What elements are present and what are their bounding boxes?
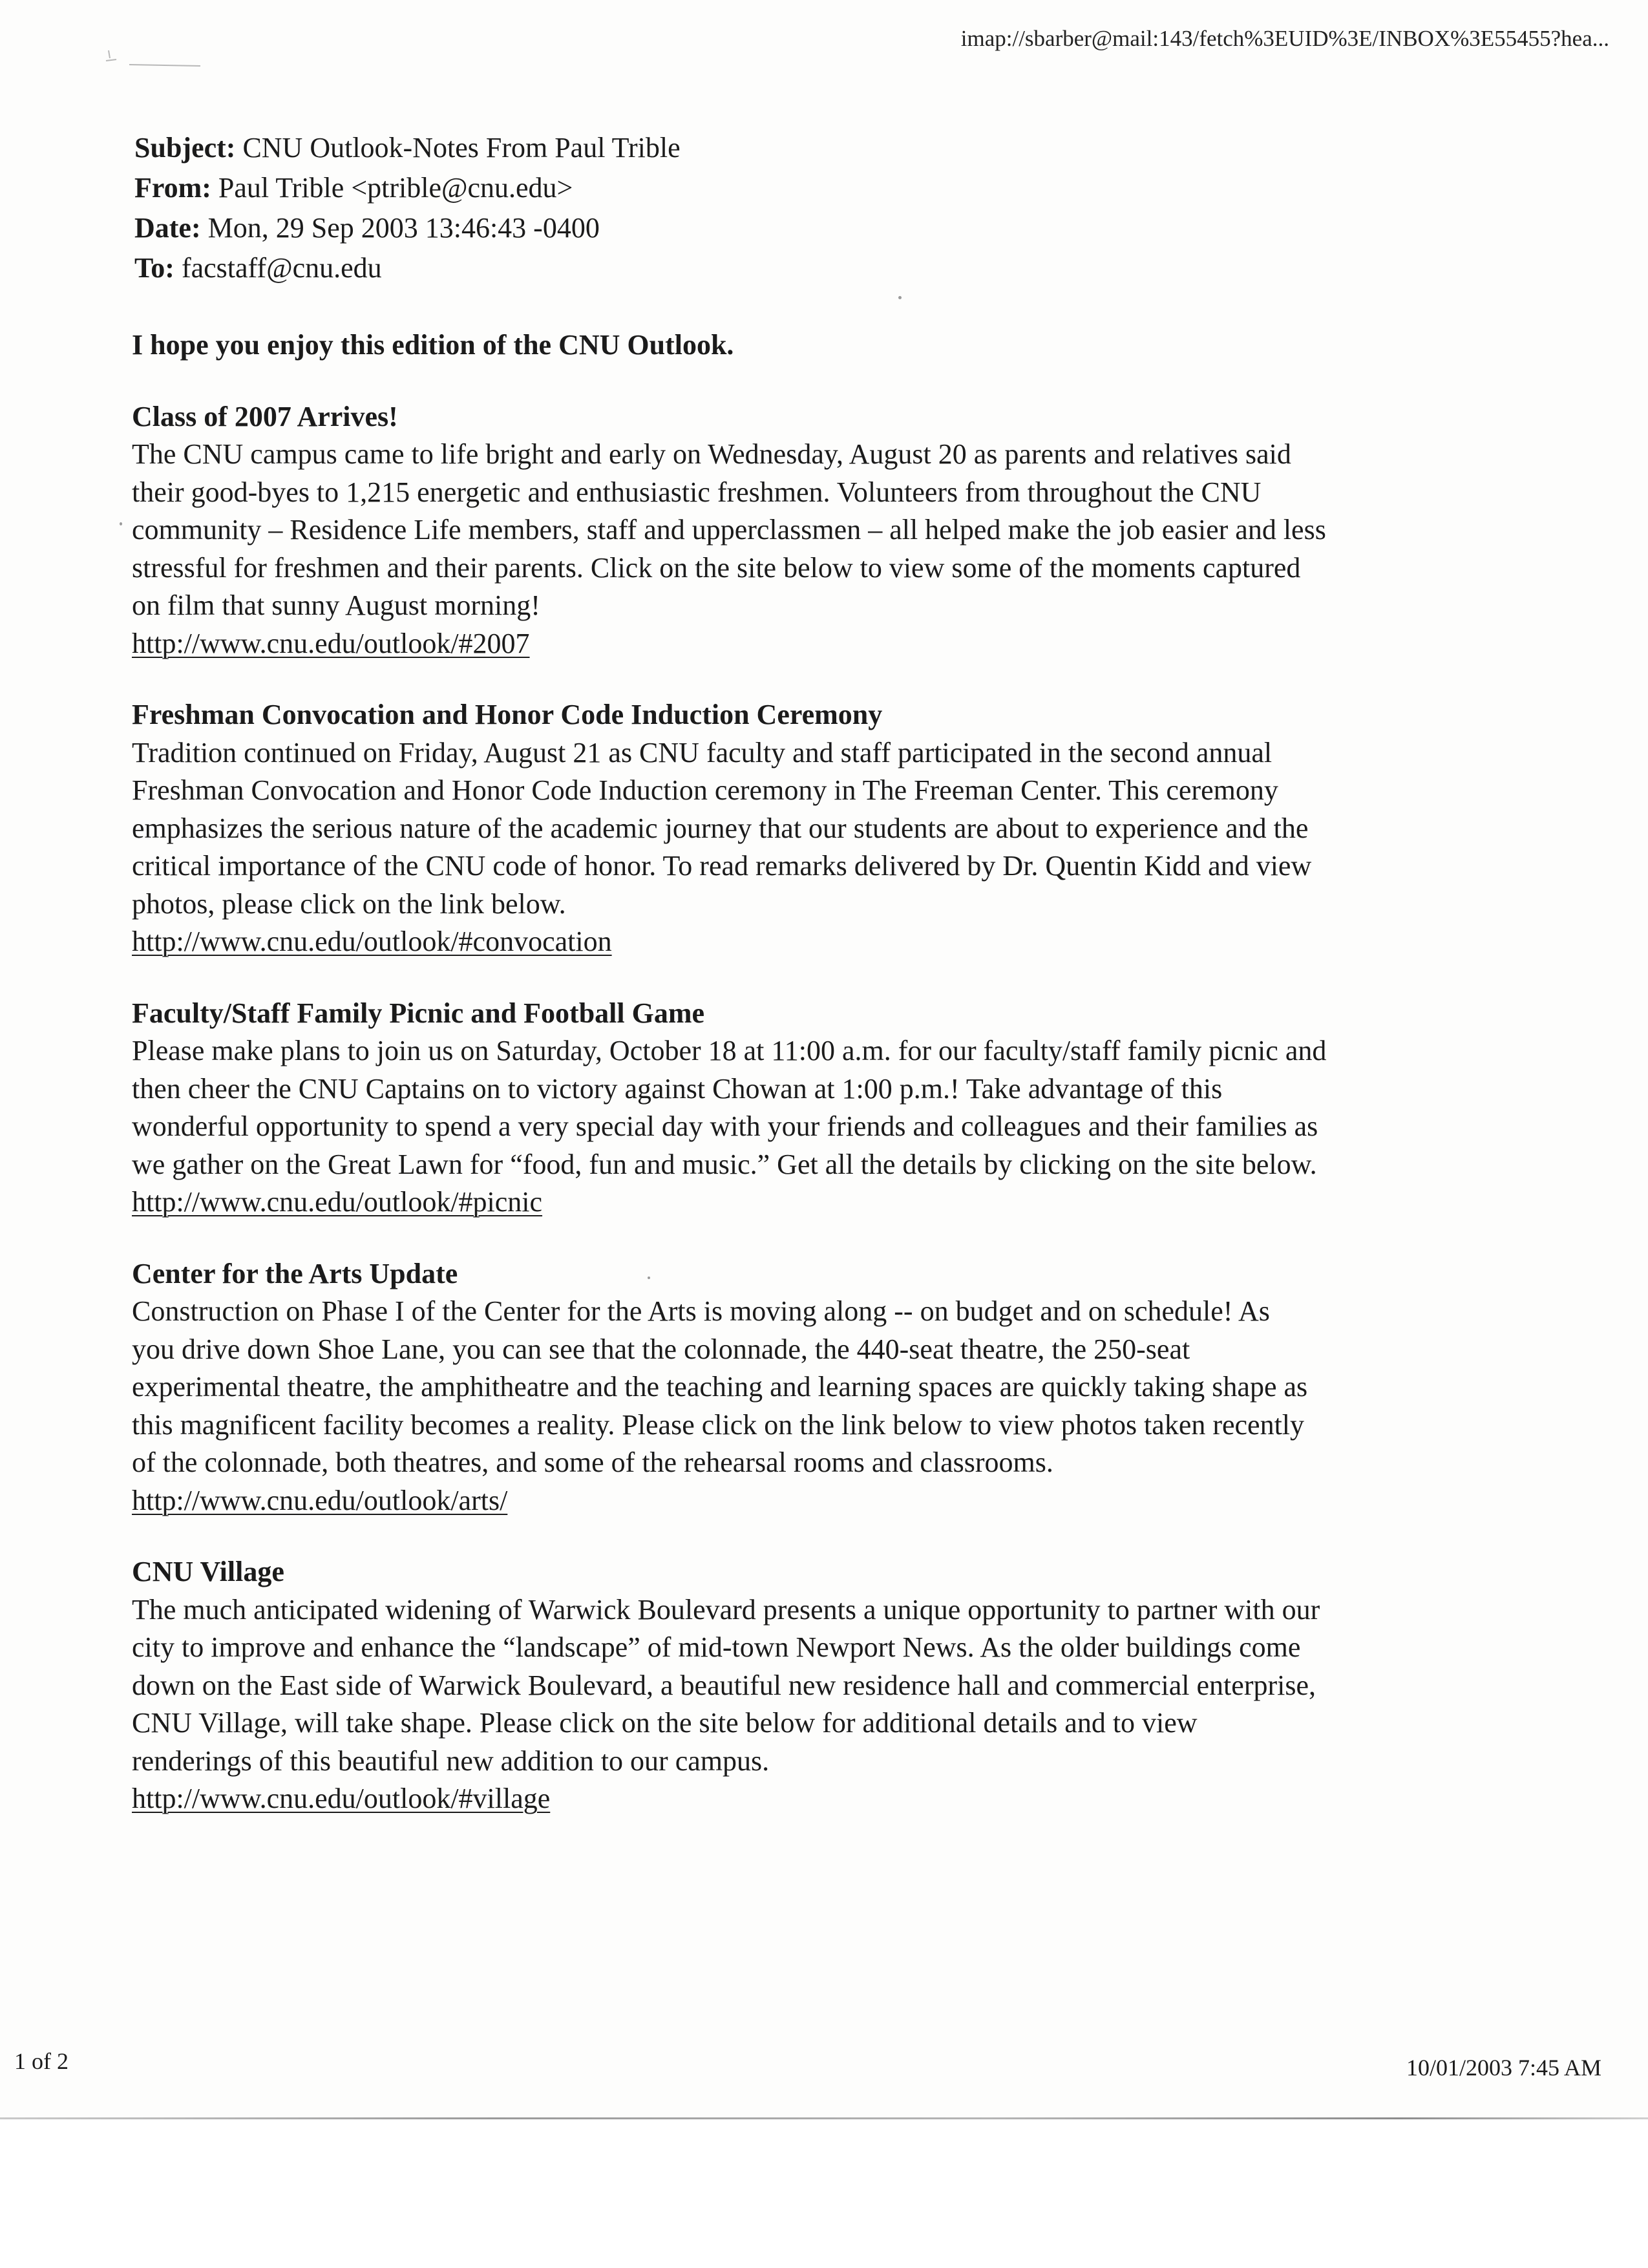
subject-label: Subject: — [134, 132, 236, 164]
paragraph-line: The CNU campus came to life bright and early on Wednesday, August 20 as parents and relatives said — [132, 438, 1291, 470]
paragraph-line: critical importance of the CNU code of honor. To read remarks delivered by Dr. Quentin Kidd and view — [132, 850, 1312, 882]
to-label: To: — [134, 252, 174, 284]
link-convocation[interactable]: http://www.cnu.edu/outlook/#convocation — [132, 926, 612, 957]
section-village — [132, 1553, 1521, 1818]
paragraph-line: renderings of this beautiful new addition to our campus. — [132, 1744, 770, 1777]
section-class-of-2007 — [132, 398, 1521, 663]
paragraph-line: city to improve and enhance the “landscape” of mid-town Newport News. As the older buildings come — [132, 1631, 1301, 1663]
page-number: 1 of 2 — [14, 2048, 69, 2074]
intro-text: I hope you enjoy this edition of the CNU Outlook. — [132, 329, 734, 361]
print-timestamp: 10/01/2003 7:45 AM — [1406, 2055, 1601, 2081]
paragraph-line: then cheer the CNU Captains on to victory against Chowan at 1:00 p.m.! Take advantage of this — [132, 1072, 1223, 1105]
link-arts[interactable]: http://www.cnu.edu/outlook/arts/ — [132, 1484, 508, 1516]
subject-value: CNU Outlook-Notes From Paul Trible — [242, 132, 681, 164]
paragraph-line: Tradition continued on Friday, August 21 as CNU faculty and staff participated in the second annual — [132, 736, 1273, 768]
print-header-url: imap://sbarber@mail:143/fetch%3EUID%3E/INBOX%3E55455?hea... — [960, 26, 1609, 51]
section-arts — [132, 1255, 1521, 1520]
scan-speck — [120, 522, 122, 525]
paragraph-line: The much anticipated widening of Warwick Boulevard presents a unique opportunity to partner with our — [132, 1593, 1320, 1626]
from-value: Paul Trible <ptrible@cnu.edu> — [218, 172, 573, 204]
link-village[interactable]: http://www.cnu.edu/outlook/#village — [132, 1783, 551, 1814]
paragraph-line: we gather on the Great Lawn for “food, fun and music.” Get all the details by clicking on the site below. — [132, 1148, 1317, 1180]
scan-margin — [0, 2119, 1648, 2268]
to-value: facstaff@cnu.edu — [181, 252, 382, 284]
link-picnic[interactable]: http://www.cnu.edu/outlook/#picnic — [132, 1186, 543, 1218]
paragraph-line: of the colonnade, both theatres, and some of the rehearsal rooms and classrooms. — [132, 1447, 1053, 1478]
paragraph-line: emphasizes the serious nature of the academic journey that our students are about to experience and the — [132, 812, 1309, 844]
paragraph-line: this magnificent facility becomes a reality. Please click on the link below to view photos taken recently — [132, 1408, 1305, 1441]
paragraph-line: community – Residence Life members, staff and upperclassmen – all helped make the job easier and less — [132, 514, 1326, 546]
paragraph-line: experimental theatre, the amphitheatre and the teaching and learning spaces are quickly taking shape as — [132, 1371, 1308, 1403]
paragraph-line: Please make plans to join us on Saturday, October 18 at 11:00 a.m. for our faculty/staff family picnic and — [132, 1035, 1327, 1066]
paragraph-line: down on the East side of Warwick Boulevard, a beautiful new residence hall and commercial enterprise, — [132, 1669, 1316, 1701]
section-title: Center for the Arts Update — [132, 1257, 458, 1289]
section-convocation — [132, 696, 1521, 961]
paragraph-line: Construction on Phase I of the Center for the Arts is moving along -- on budget and on schedule! As — [132, 1295, 1270, 1327]
scan-speck — [898, 296, 902, 299]
paragraph-line: you drive down Shoe Lane, you can see that the colonnade, the 440-seat theatre, the 250-seat — [132, 1333, 1190, 1365]
email-body — [132, 326, 1521, 1852]
section-picnic — [132, 995, 1521, 1222]
email-header — [134, 128, 681, 288]
scan-mark — [103, 47, 220, 72]
subject-row — [134, 128, 681, 168]
paragraph-line: Freshman Convocation and Honor Code Induction ceremony in The Freeman Center. This ceremony — [132, 774, 1278, 806]
to-row — [134, 248, 681, 288]
paragraph-line: wonderful opportunity to spend a very special day with your friends and colleagues and their families as — [132, 1110, 1318, 1142]
paragraph-line: their good-byes to 1,215 energetic and enthusiastic freshmen. Volunteers from throughout the CNU — [132, 476, 1262, 508]
section-title: Faculty/Staff Family Picnic and Football Game — [132, 997, 705, 1029]
from-row — [134, 168, 681, 208]
section-title: CNU Village — [132, 1556, 284, 1587]
paragraph-line: photos, please click on the link below. — [132, 887, 566, 920]
date-row — [134, 208, 681, 248]
date-value: Mon, 29 Sep 2003 13:46:43 -0400 — [207, 212, 600, 244]
link-2007[interactable]: http://www.cnu.edu/outlook/#2007 — [132, 627, 530, 659]
section-title: Freshman Convocation and Honor Code Induction Ceremony — [132, 699, 883, 730]
section-title: Class of 2007 Arrives! — [132, 400, 398, 432]
paragraph-line: CNU Village, will take shape. Please click on the site below for additional details and to view — [132, 1707, 1198, 1739]
paragraph-line: on film that sunny August morning! — [132, 589, 540, 621]
scan-speck — [648, 1277, 650, 1279]
date-label: Date: — [134, 212, 201, 244]
paragraph-line: stressful for freshmen and their parents. Click on the site below to view some of the moments captured — [132, 551, 1301, 584]
from-label: From: — [134, 172, 211, 204]
